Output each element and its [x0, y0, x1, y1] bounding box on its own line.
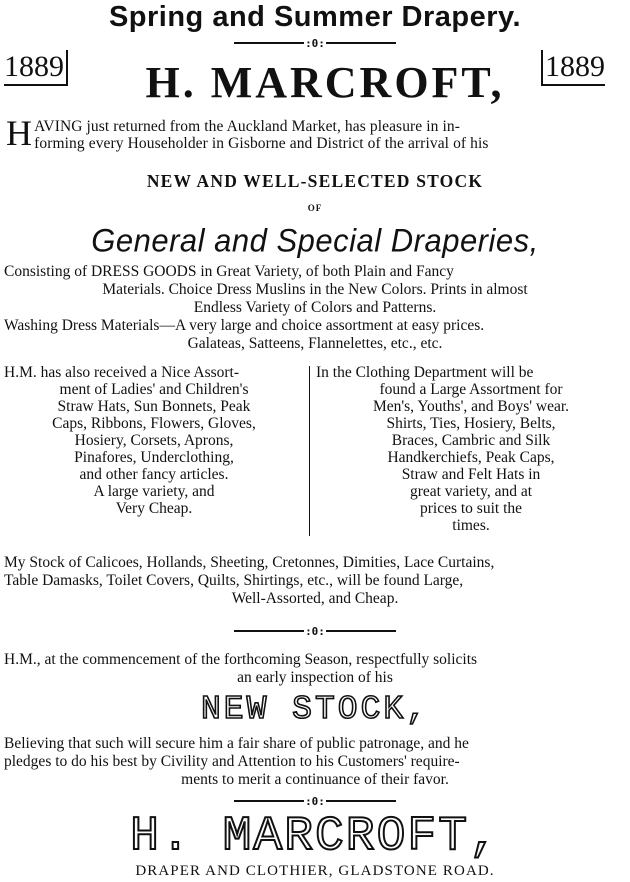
right-column-line: prices to suit the: [419, 500, 523, 517]
season-line: an early inspection of his: [237, 669, 393, 686]
general-heading: General and Special Draperies,: [91, 222, 539, 259]
intro-paragraph: [6, 113, 626, 153]
left-column-line: Hosiery, Corsets, Aprons,: [74, 432, 234, 449]
stock-heading: NEW AND WELL-SELECTED STOCK: [146, 171, 484, 191]
drop-cap: H: [6, 113, 33, 153]
rule-line: [326, 42, 396, 44]
rule-mark: :0:: [305, 624, 325, 638]
left-column: [4, 364, 304, 517]
year-left: 1889: [4, 50, 68, 86]
left-column-line: H.M. has also received a Nice Assort-: [4, 364, 240, 381]
right-column-line: times.: [452, 517, 490, 534]
right-column-line: Shirts, Ties, Hosiery, Belts,: [386, 415, 556, 432]
left-column-line: Straw Hats, Sun Bonnets, Peak: [57, 398, 251, 415]
intro-line: forming every Householder in Gisborne and District of the arrival of his: [34, 135, 489, 152]
season-paragraph: [4, 651, 626, 687]
left-column-line: ment of Ladies' and Children's: [59, 381, 249, 398]
stock-paragraph: [4, 554, 626, 608]
two-column-section: [4, 364, 626, 548]
rule-mark: :0:: [305, 794, 325, 808]
consisting-line: Endless Variety of Colors and Patterns.: [193, 299, 437, 316]
consisting-paragraph: [4, 263, 626, 353]
new-stock-heading: NEW STOCK,: [200, 691, 430, 728]
right-column: [316, 364, 626, 534]
intro-line: AVING just returned from the Auckland Market, has pleasure in in-: [34, 118, 461, 135]
merchant-name: H. MARCROFT,: [145, 58, 505, 107]
consisting-line: Consisting of DRESS GOODS in Great Variety, of both Plain and Fancy: [4, 263, 454, 280]
ornamental-rule-bottom: [0, 795, 630, 807]
left-column-line: A large variety, and: [93, 483, 215, 500]
rule-mark: :0:: [305, 36, 325, 50]
rule-line: [234, 42, 304, 44]
of-label: OF: [307, 203, 323, 213]
believe-paragraph: [4, 735, 626, 789]
column-divider: [309, 366, 310, 536]
believe-line: ments to merit a continuance of their favor.: [181, 771, 449, 788]
merchant-name-footer: H. MARCROFT,: [130, 810, 500, 864]
right-column-line: Handkerchiefs, Peak Caps,: [387, 449, 555, 466]
right-column-line: great variety, and at: [409, 483, 533, 500]
year-right: 1889: [541, 50, 605, 86]
consisting-line: Washing Dress Materials—A very large and choice assortment at easy prices.: [4, 317, 485, 334]
right-column-line: In the Clothing Department will be: [316, 364, 534, 381]
right-column-line: found a Large Assortment for: [379, 381, 563, 398]
rule-line: [326, 800, 396, 802]
consisting-line: Galateas, Satteens, Flannelettes, etc., etc.: [187, 335, 443, 352]
believe-line: Believing that such will secure him a fair share of public patronage, and he: [4, 735, 469, 752]
left-column-line: Pinafores, Underclothing,: [74, 449, 234, 466]
ornamental-rule-middle: [0, 625, 630, 637]
right-column-line: Men's, Youths', and Boys' wear.: [372, 398, 570, 415]
stock-line: Well-Assorted, and Cheap.: [231, 590, 399, 607]
page-heading: Spring and Summer Drapery.: [108, 1, 522, 33]
stock-line: Table Damasks, Toilet Covers, Quilts, Shirtings, etc., will be found Large,: [4, 572, 464, 589]
rule-line: [234, 800, 304, 802]
right-column-line: Braces, Cambric and Silk: [391, 432, 551, 449]
merchant-tagline: DRAPER AND CLOTHIER, GLADSTONE ROAD.: [135, 863, 495, 879]
season-line: H.M., at the commencement of the forthcoming Season, respectfully solicits: [4, 651, 478, 668]
ornamental-rule-top: [0, 37, 630, 49]
left-column-line: Caps, Ribbons, Flowers, Gloves,: [52, 415, 256, 432]
believe-line: pledges to do his best by Civility and Attention to his Customers' require-: [4, 753, 460, 770]
stock-line: My Stock of Calicoes, Hollands, Sheeting, Cretonnes, Dimities, Lace Curtains,: [4, 554, 495, 571]
consisting-line: Materials. Choice Dress Muslins in the New Colors. Prints in almost: [102, 281, 528, 298]
rule-line: [326, 630, 396, 632]
right-column-line: Straw and Felt Hats in: [401, 466, 541, 483]
rule-line: [234, 630, 304, 632]
left-column-line: Very Cheap.: [115, 500, 193, 517]
left-column-line: and other fancy articles.: [79, 466, 229, 483]
